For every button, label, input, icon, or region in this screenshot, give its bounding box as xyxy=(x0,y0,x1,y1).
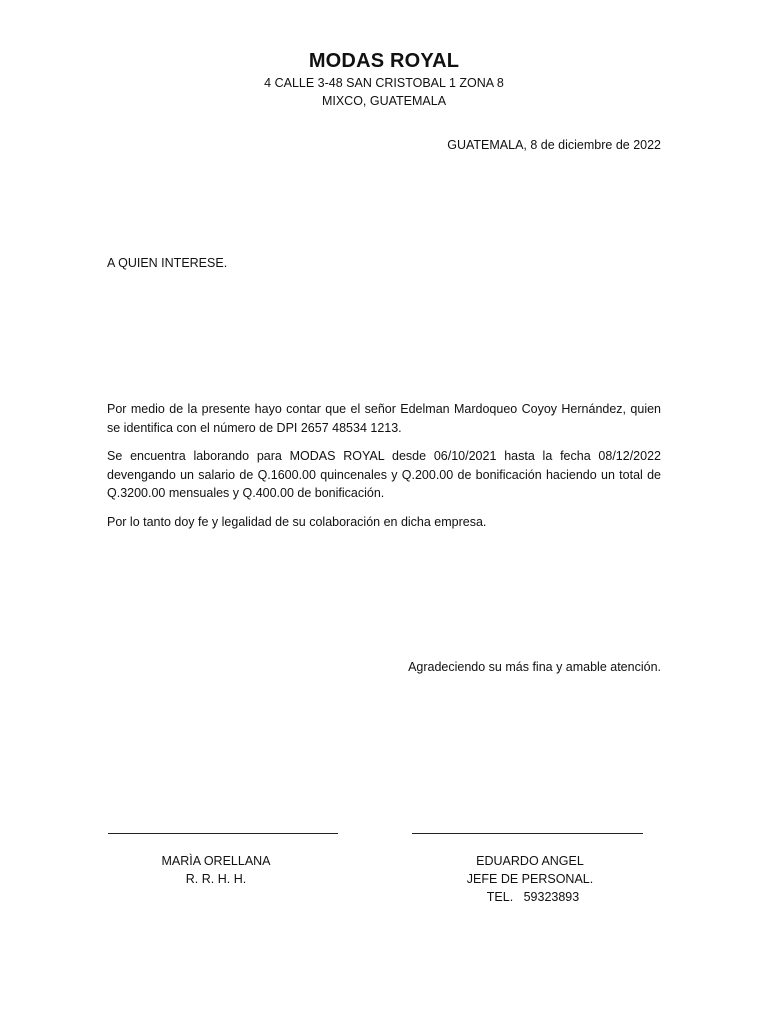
signer-name-left: MARÌA ORELLANA xyxy=(161,854,271,868)
letterhead xyxy=(0,48,768,110)
signature-block-right xyxy=(430,852,630,906)
signer-phone-right: TEL. 59323893 xyxy=(486,890,580,904)
signer-title-right: JEFE DE PERSONAL. xyxy=(466,872,594,886)
signature-block-left xyxy=(108,852,324,888)
company-name: MODAS ROYAL xyxy=(308,50,460,72)
signer-title-left: R. R. H. H. xyxy=(185,872,247,886)
letter-date: GUATEMALA, 8 de diciembre de 2022 xyxy=(447,138,661,152)
signer-name-right: EDUARDO ANGEL xyxy=(476,854,584,868)
address-line-2: MIXCO, GUATEMALA xyxy=(321,94,447,108)
body-paragraph-1: Por medio de la presente hayo contar que el señor Edelman Mardoqueo Coyoy Hernández, quien se identifica con el número de DPI 2657 48534 1213. xyxy=(107,402,661,435)
address-line-1: 4 CALLE 3-48 SAN CRISTOBAL 1 ZONA 8 xyxy=(264,76,504,90)
signature-line-right xyxy=(412,833,643,834)
body-paragraph-3: Por lo tanto doy fe y legalidad de su colaboración en dicha empresa. xyxy=(107,514,487,529)
body-paragraph-2: Se encuentra laborando para MODAS ROYAL desde 06/10/2021 hasta la fecha 08/12/2022 devengando un salario de Q.1600.00 quincenales y Q.200.00 de bonificación haciendo un total de Q.3200.00 mensuales y Q.400.00 de bonificación. xyxy=(107,449,661,500)
signature-line-left xyxy=(108,833,338,834)
closing-line: Agradeciendo su más fina y amable atención. xyxy=(408,660,661,674)
salutation: A QUIEN INTERESE. xyxy=(107,256,228,270)
letter-body xyxy=(107,400,661,541)
